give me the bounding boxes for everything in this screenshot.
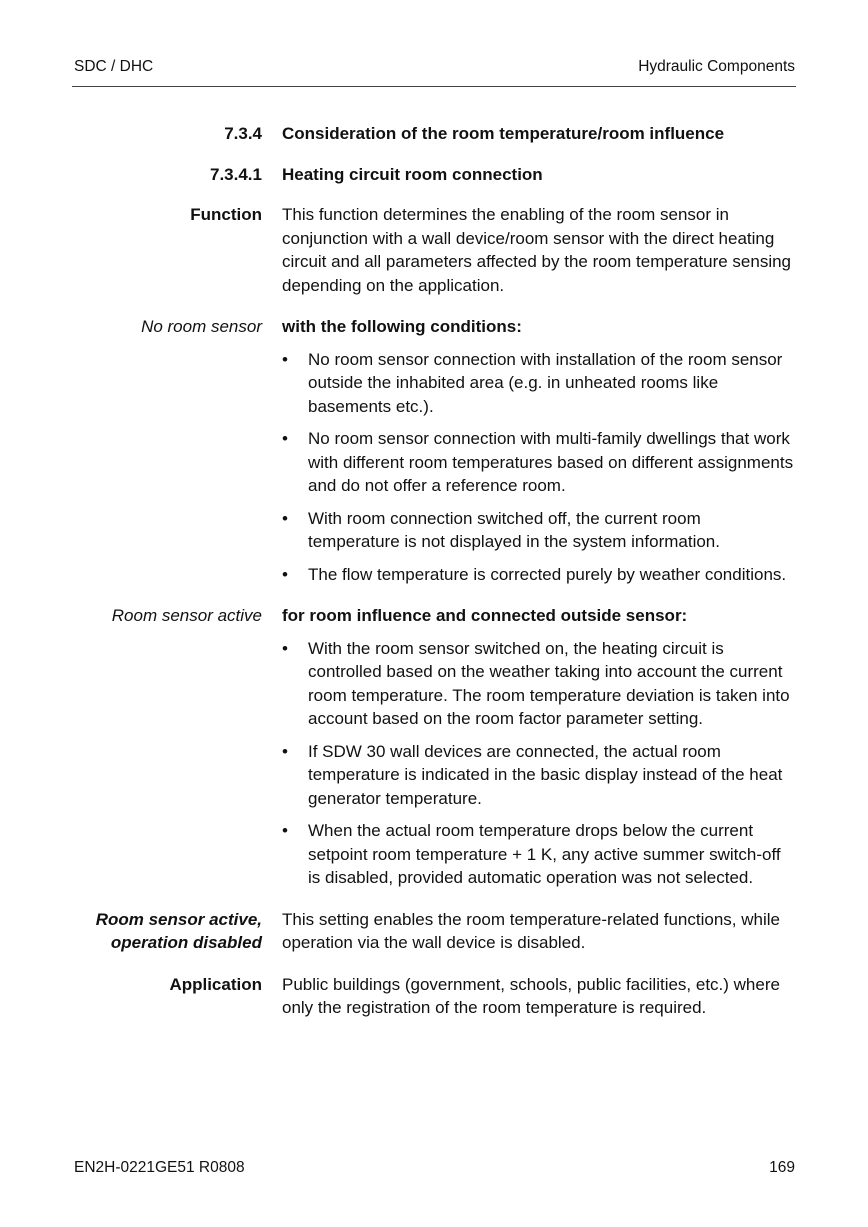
room-sensor-active-list	[282, 637, 794, 890]
application-text: Public buildings (government, schools, public facilities, etc.) where only the registration of the room temperature is required.	[282, 974, 780, 1017]
room-sensor-active-label: Room sensor active	[111, 606, 262, 625]
room-sensor-active-lead: for room influence and connected outside sensor:	[282, 606, 688, 625]
list-item	[282, 348, 794, 419]
list-item-text: If SDW 30 wall devices are connected, the actual room temperature is indicated in the basic display instead of the heat generator temperature.	[308, 741, 783, 808]
no-room-sensor-body	[282, 315, 794, 586]
section-number: 7.3.4	[224, 124, 262, 143]
list-item	[282, 507, 794, 554]
application-label: Application	[169, 974, 262, 994]
subsection-title: Heating circuit room connection	[282, 164, 543, 184]
room-sensor-active-block	[0, 604, 868, 890]
list-item-text: With room connection switched off, the current room temperature is not displayed in the system information.	[308, 508, 720, 551]
function-label: Function	[190, 205, 262, 224]
list-item	[282, 637, 794, 731]
header-left: SDC / DHC	[74, 58, 154, 75]
room-sensor-disabled-block	[0, 908, 868, 955]
bullet-icon: •	[282, 638, 288, 658]
list-item-text: No room sensor connection with multi-family dwellings that work with different room temperatures based on different assignments and do not offer a reference room.	[308, 429, 794, 495]
function-text: This function determines the enabling of the room sensor in conjunction with a wall device/room sensor with the direct heating circuit and all parameters affected by the room temperature sensing depending on the application.	[282, 205, 792, 295]
bullet-icon: •	[282, 349, 288, 369]
header-rule	[72, 86, 796, 87]
application-block	[0, 973, 868, 1020]
list-item-text: With the room sensor switched on, the heating circuit is controlled based on the weather taking into account the current room temperature. The room temperature deviation is taken into account based on the room factor parameter setting.	[308, 638, 790, 728]
list-item	[282, 563, 794, 587]
label-line-1: Room sensor active,	[95, 909, 262, 929]
bullet-icon: •	[282, 429, 288, 448]
page-content	[0, 122, 868, 1020]
section-7-3-4	[0, 122, 868, 146]
list-item	[282, 819, 794, 890]
label-line-2: operation disabled	[110, 933, 262, 952]
subsection-number: 7.3.4.1	[210, 164, 262, 184]
footer-doc-id: EN2H-0221GE51 R0808	[74, 1159, 245, 1176]
bullet-icon: •	[282, 741, 288, 761]
list-item-text: When the actual room temperature drops below the current setpoint room temperature + 1 K, any active summer switch-off is disabled, provided automatic operation was not selected.	[308, 821, 781, 887]
no-room-sensor-lead: with the following conditions:	[282, 317, 522, 336]
bullet-icon: •	[282, 564, 288, 584]
bullet-icon: •	[282, 508, 288, 528]
list-item-text: The flow temperature is corrected purely by weather conditions.	[308, 564, 787, 584]
no-room-sensor-list	[282, 348, 794, 587]
no-room-sensor-label: No room sensor	[141, 317, 262, 336]
page-number: 169	[769, 1159, 795, 1176]
section-7-3-4-1	[0, 163, 868, 187]
no-room-sensor-block	[0, 315, 868, 586]
list-item	[282, 427, 794, 498]
header-right: Hydraulic Components	[638, 58, 795, 75]
list-item-text: No room sensor connection with installation of the room sensor outside the inhabited area (e.g. in unheated rooms like basements etc.).	[308, 349, 783, 416]
room-sensor-disabled-text: This setting enables the room temperature-related functions, while operation via the wall device is disabled.	[282, 909, 780, 952]
function-block	[0, 203, 868, 297]
room-sensor-disabled-label	[0, 908, 262, 955]
list-item	[282, 740, 794, 811]
room-sensor-active-body	[282, 604, 794, 890]
bullet-icon: •	[282, 821, 288, 840]
section-title: Consideration of the room temperature/room influence	[282, 124, 725, 143]
